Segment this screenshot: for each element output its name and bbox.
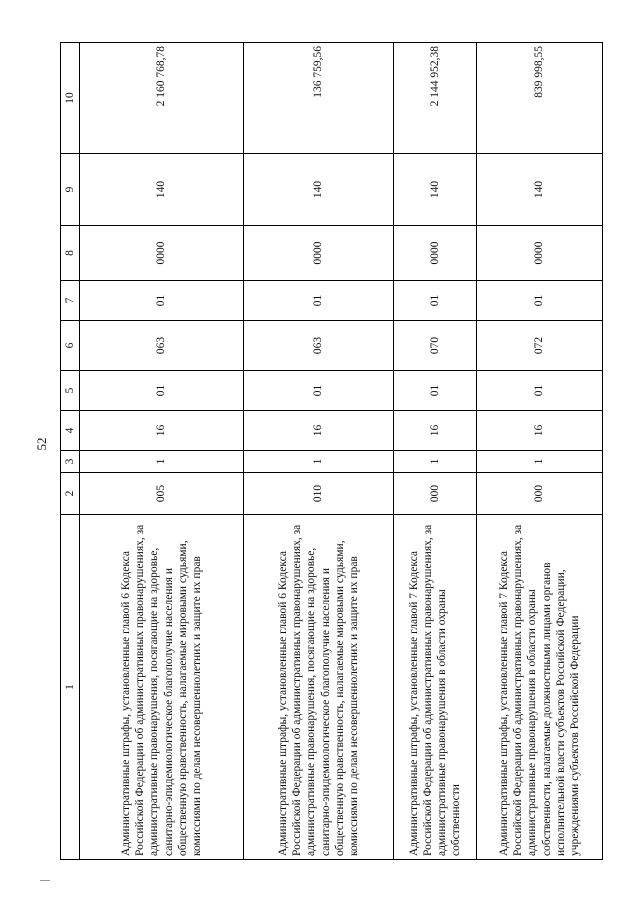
col-header-8: 8 xyxy=(61,226,80,281)
code-group: 1 xyxy=(244,451,394,473)
code-subgroup: 16 xyxy=(80,411,244,451)
admin-code: 000 xyxy=(477,473,603,515)
code-element: 01 xyxy=(80,281,244,321)
code-subgroup: 16 xyxy=(394,411,477,451)
code-article: 01 xyxy=(80,371,244,411)
code-subgroup: 16 xyxy=(244,411,394,451)
table-row xyxy=(244,43,394,860)
code-program: 0000 xyxy=(244,226,394,281)
table-row xyxy=(394,43,477,860)
scan-mark xyxy=(40,880,50,881)
amount: 2 144 952,38 xyxy=(394,43,477,154)
code-subarticle: 063 xyxy=(244,321,394,371)
admin-code: 000 xyxy=(394,473,477,515)
code-article: 01 xyxy=(394,371,477,411)
rotated-page-area xyxy=(60,43,601,860)
header-row xyxy=(61,43,80,860)
code-group: 1 xyxy=(394,451,477,473)
table-row xyxy=(477,43,603,860)
code-article: 01 xyxy=(477,371,603,411)
code-program: 0000 xyxy=(394,226,477,281)
col-header-4: 4 xyxy=(61,411,80,451)
col-header-9: 9 xyxy=(61,154,80,226)
col-header-3: 3 xyxy=(61,451,80,473)
amount: 839 998,55 xyxy=(477,43,603,154)
code-subgroup: 16 xyxy=(477,411,603,451)
code-element: 01 xyxy=(244,281,394,321)
admin-code: 010 xyxy=(244,473,394,515)
code-classification: 140 xyxy=(244,154,394,226)
code-subarticle: 063 xyxy=(80,321,244,371)
row-description: Административные штрафы, установленные главой 6 Кодекса Российской Федерации об административных правонарушениях, за административные правонарушения, посягающие на здоровье, санитарно-эпидемиологическое благополучие населения и общественную нравственность, налагаемые мировыми судьями, комиссиями по делам несовершеннолетних и защите их прав xyxy=(80,515,244,860)
col-header-2: 2 xyxy=(61,473,80,515)
page-number: 52 xyxy=(34,437,49,451)
code-element: 01 xyxy=(477,281,603,321)
amount: 2 160 768,78 xyxy=(80,43,244,154)
row-description: Административные штрафы, установленные главой 7 Кодекса Российской Федерации об административных правонарушениях, за административные правонарушения в области охраны собственности xyxy=(394,515,477,860)
admin-code: 005 xyxy=(80,473,244,515)
col-header-7: 7 xyxy=(61,281,80,321)
code-element: 01 xyxy=(394,281,477,321)
code-program: 0000 xyxy=(477,226,603,281)
code-classification: 140 xyxy=(80,154,244,226)
amount: 136 759,56 xyxy=(244,43,394,154)
code-subarticle: 070 xyxy=(394,321,477,371)
col-header-10: 10 xyxy=(61,43,80,154)
col-header-6: 6 xyxy=(61,321,80,371)
code-subarticle: 072 xyxy=(477,321,603,371)
budget-revenue-table xyxy=(60,42,603,860)
code-article: 01 xyxy=(244,371,394,411)
code-group: 1 xyxy=(80,451,244,473)
row-description: Административные штрафы, установленные главой 7 Кодекса Российской Федерации об административных правонарушениях, за административные правонарушения в области охраны собственности, налагаемые должностными лицами органов исполнительной власти субъектов Российской Федерации, учреждениями субъектов Российской Федерации xyxy=(477,515,603,860)
code-program: 0000 xyxy=(80,226,244,281)
table-row xyxy=(80,43,244,860)
table-container xyxy=(60,43,601,860)
code-classification: 140 xyxy=(394,154,477,226)
code-group: 1 xyxy=(477,451,603,473)
col-header-5: 5 xyxy=(61,371,80,411)
code-classification: 140 xyxy=(477,154,603,226)
col-header-1: 1 xyxy=(61,515,80,860)
row-description: Административные штрафы, установленные главой 6 Кодекса Российской Федерации об административных правонарушениях, за административные правонарушения, посягающие на здоровье, санитарно-эпидемиологическое благополучие населения и общественную нравственность, налагаемые мировыми судьями, комиссиями по делам несовершеннолетних и защите их прав xyxy=(244,515,394,860)
